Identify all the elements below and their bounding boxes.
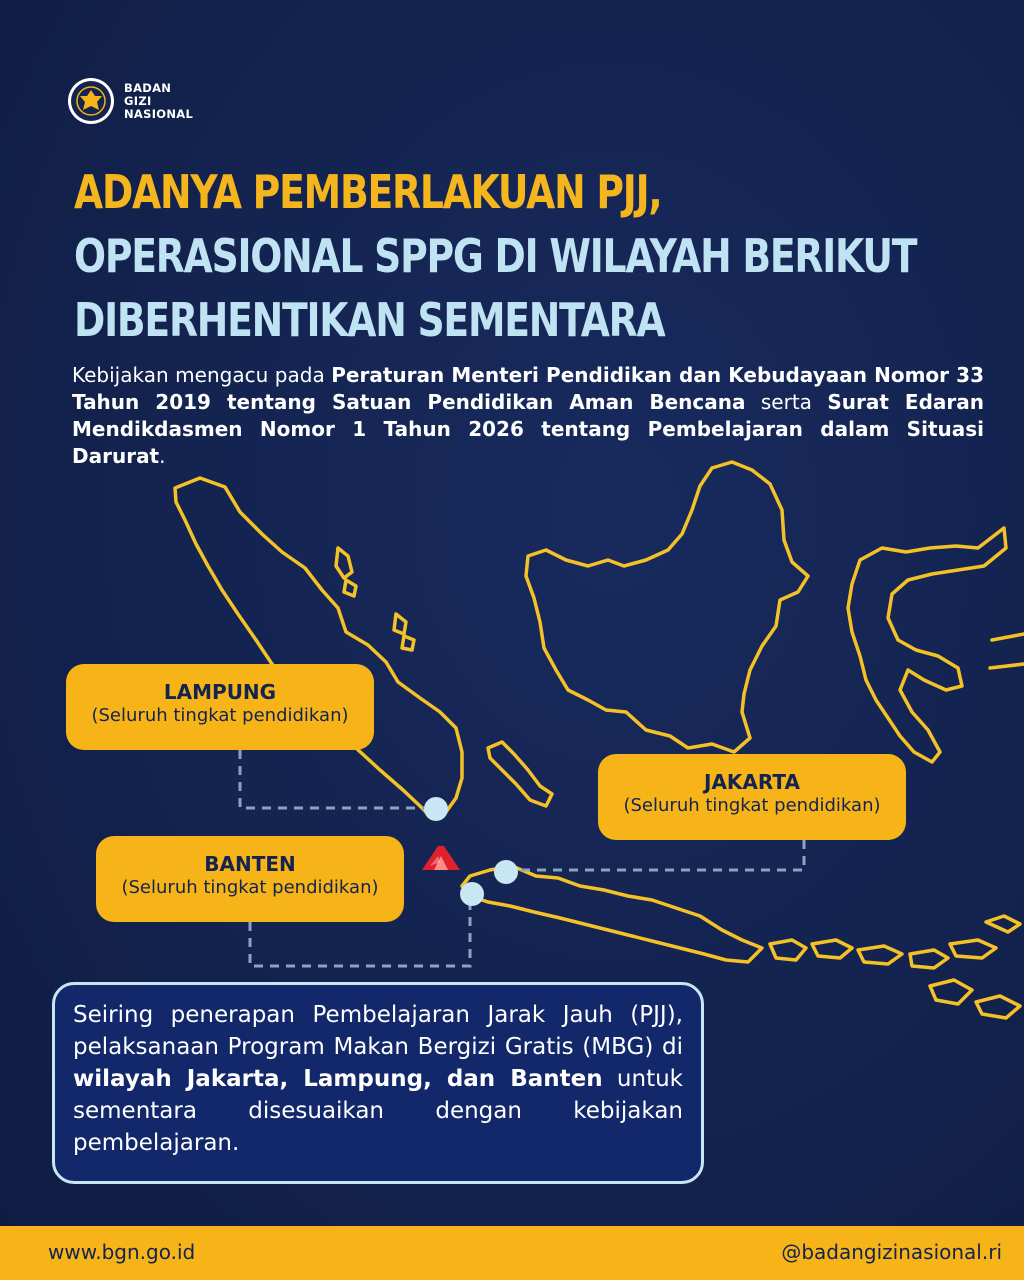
garuda-emblem-icon: [66, 76, 116, 126]
brand-name: [124, 82, 193, 121]
intro-text-1: Kebijakan mengacu pada: [72, 363, 332, 387]
title-line-3: DIBERHENTIKAN SEMENTARA: [74, 293, 665, 347]
social-handle[interactable]: @badangizinasional.ri: [781, 1240, 1002, 1264]
brand-line-1: BADAN: [124, 80, 172, 95]
website-link[interactable]: www.bgn.go.id: [48, 1240, 196, 1264]
volcano-icon: [420, 842, 462, 872]
lampung-desc: (Seluruh tingkat pendidikan): [91, 705, 349, 726]
kalimantan-outline: [526, 462, 808, 752]
banten-desc: (Seluruh tingkat pendidikan): [121, 877, 379, 898]
banten-name: BANTEN: [204, 852, 296, 876]
sumatra-outline: [175, 478, 462, 818]
policy-paragraph: [72, 362, 984, 470]
intro-regulation-1: Peraturan Menteri Pendidikan dan Kebudayaan Nomor 33 Tahun 2019 tentang Satuan Pendidikan Aman Bencana: [72, 363, 984, 414]
brand-logo: [66, 76, 193, 126]
title-line-2: OPERASIONAL SPPG DI WILAYAH BERIKUT: [74, 229, 917, 283]
footer-bar: [0, 1226, 1024, 1280]
banten-marker: [460, 882, 484, 906]
title-line-1: ADANYA PEMBERLAKUAN PJJ,: [74, 165, 662, 219]
intro-regulation-2: Surat Edaran Mendikdasmen Nomor 1 Tahun 2026 tentang Pembelajaran dalam Situasi Darurat: [72, 390, 984, 468]
summary-paragraph: [73, 999, 683, 1159]
jakarta-name: JAKARTA: [704, 770, 800, 794]
lampung-callout: [66, 664, 374, 750]
lampung-name: LAMPUNG: [163, 680, 277, 704]
jakarta-desc: (Seluruh tingkat pendidikan): [623, 795, 881, 816]
banten-callout: [96, 836, 404, 922]
brand-line-3: NASIONAL: [124, 106, 194, 121]
sulawesi-outline: [848, 528, 1006, 762]
intro-text-2: serta: [745, 390, 828, 414]
summary-text-2: untuk sementara disesuaikan dengan kebijakan pembelajaran.: [73, 1066, 683, 1156]
jakarta-marker: [494, 860, 518, 884]
lampung-marker: [424, 797, 448, 821]
jakarta-connector: [510, 840, 804, 870]
summary-regions: wilayah Jakarta, Lampung, dan Banten: [73, 1066, 603, 1092]
summary-box: [52, 982, 704, 1184]
brand-line-2: GIZI: [124, 93, 152, 108]
jakarta-callout: [598, 754, 906, 840]
intro-text-3: .: [159, 444, 166, 468]
page-title: [74, 160, 917, 352]
summary-text-1: Seiring penerapan Pembelajaran Jarak Jauh (PJJ), pelaksanaan Program Makan Bergizi Gratis (MBG) di: [73, 1002, 683, 1060]
lampung-connector: [240, 750, 432, 808]
